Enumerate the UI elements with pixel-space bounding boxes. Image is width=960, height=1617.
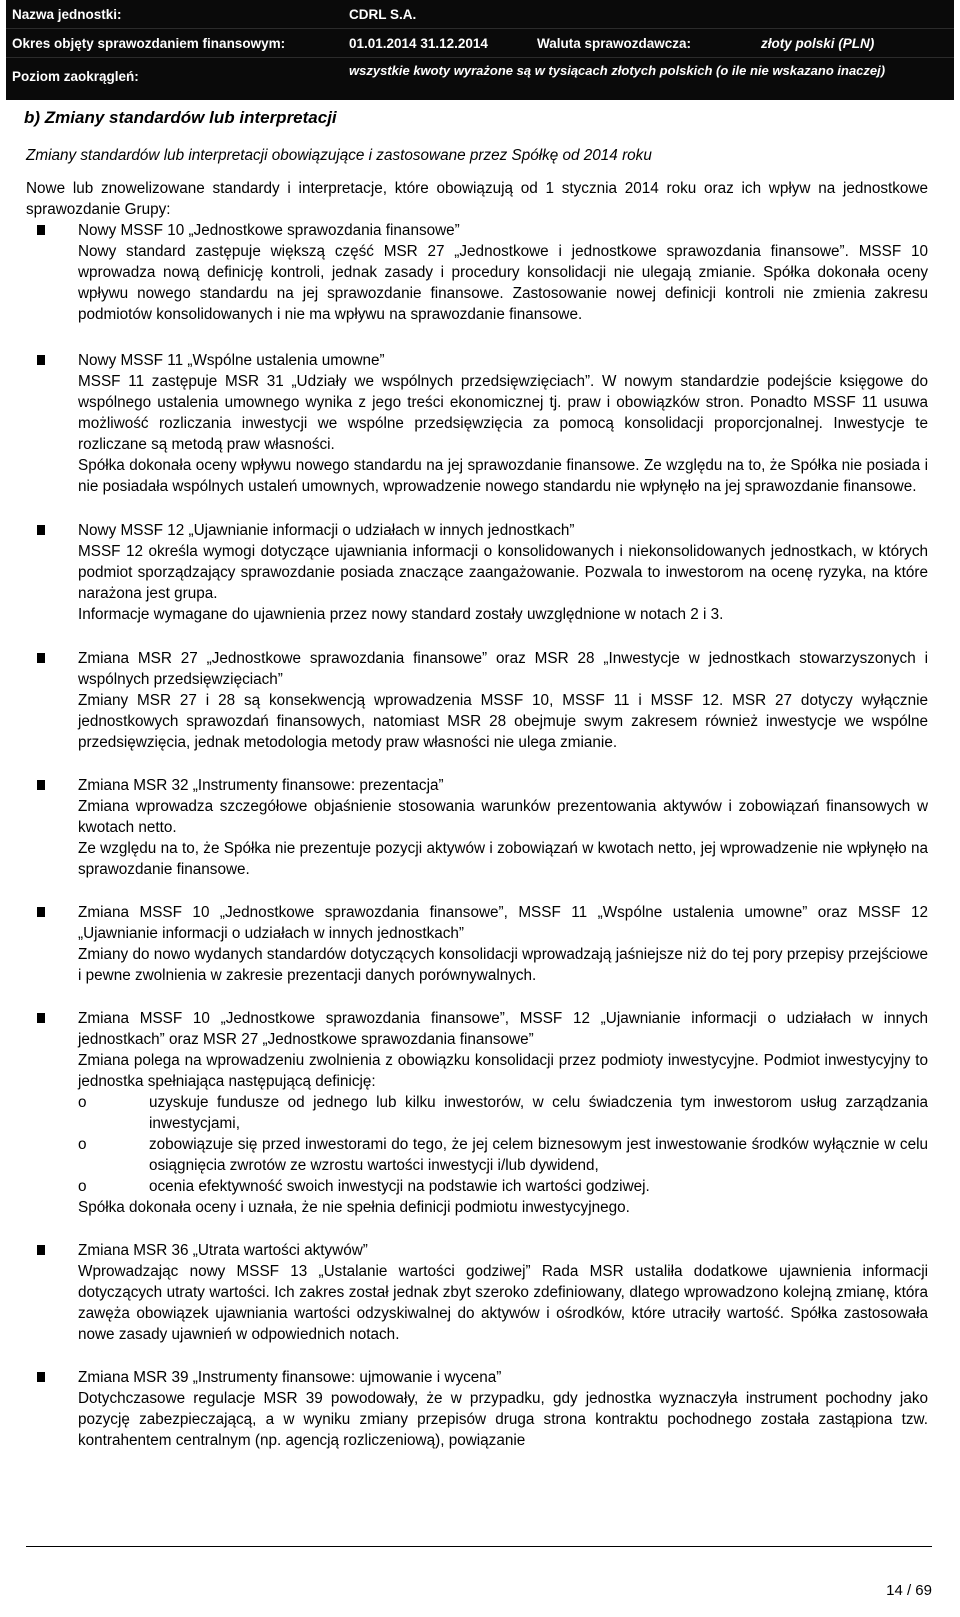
definition-text: ocenia efektywność swoich inwestycji na podstawie ich wartości godziwej. xyxy=(149,1178,650,1195)
list-item xyxy=(26,648,928,753)
square-bullet-icon xyxy=(37,907,45,917)
circle-bullet-icon: o xyxy=(78,1094,87,1111)
definition-item xyxy=(78,1092,928,1134)
list-item xyxy=(26,1240,928,1345)
item-paragraph: Wprowadzając nowy MSSF 13 „Ustalanie wartości godziwej” Rada MSR ustaliła dodatkowe ujawnienia informacji dotyczących utraty wartości. Ich zakres został jednak zbyt szeroko zdefiniowany, dlatego wprowadzono kolejną zmianę, która zawęża obowiązek ujawniania wartości odzyskiwalnej do aktywów i ośrodków, które utraciły wartość. Spółka zastosowała nowe zasady ujawnień w odpowiednich notach. xyxy=(78,1263,928,1343)
item-title: Zmiana MSSF 10 „Jednostkowe sprawozdania finansowe”, MSSF 11 „Wspólne ustalenia umowne” oraz MSSF 12 „Ujawnianie informacji o udziałach w innych jednostkach” xyxy=(78,904,928,942)
square-bullet-icon xyxy=(37,355,45,365)
item-paragraph: Spółka dokonała oceny wpływu nowego standardu na jej sprawozdanie finansowe. Ze względu na to, że Spółka nie posiada i nie posiadała wspólnych ustaleń umownych, wprowadzenie nowego standardu nie wpłynęło na jej sprawozdanie finansowe. xyxy=(78,457,928,495)
document-body xyxy=(26,107,928,1451)
list-item xyxy=(26,350,928,497)
item-paragraph: Ze względu na to, że Spółka nie prezentuje pozycji aktywów i zobowiązań w kwotach netto, jej wprowadzenie nie wpłynęło na sprawozdanie finansowe. xyxy=(78,840,928,878)
footer-divider xyxy=(26,1546,932,1547)
item-paragraph: Zmiana wprowadza szczegółowe objaśnienie stosowania warunków prezentowania aktywów i zobowiązań finansowych w kwotach netto. xyxy=(78,798,928,836)
header-row-entity xyxy=(6,0,954,28)
item-paragraph: Dotychczasowe regulacje MSR 39 powodowały, że w przypadku, gdy jednostka wyznaczyła instrument pochodny jako pozycję zabezpieczającą, a w wyniku zmiany przepisów druga strona kontraktu pochodnego została zastąpiona tzw. kontrahentem centralnym (np. agencją rozliczeniową), powiązanie xyxy=(78,1390,928,1449)
square-bullet-icon xyxy=(37,525,45,535)
entity-value: CDRL S.A. xyxy=(349,6,417,22)
circle-bullet-icon: o xyxy=(78,1136,87,1153)
header-row-rounding xyxy=(6,57,954,100)
page-number: 14 / 69 xyxy=(886,1582,932,1599)
item-paragraph: Informacje wymagane do ujawnienia przez nowy standard zostały uwzględnione w notach 2 i 3. xyxy=(78,606,724,623)
definition-text: uzyskuje fundusze od jednego lub kilku inwestorów, w celu świadczenia tym inwestorom usług zarządzania inwestycjami, xyxy=(149,1094,928,1132)
definition-item xyxy=(78,1134,928,1176)
square-bullet-icon xyxy=(37,1372,45,1382)
list-item xyxy=(26,1367,928,1451)
item-paragraph: Nowy standard zastępuje większą część MSR 27 „Jednostkowe i jednostkowe sprawozdania finansowe”. MSSF 10 wprowadza nową definicję kontroli, jednak zasady i procedury konsolidacji nie ulegają zmianie. Spółka dokonała oceny wpływu nowego standardu na jej sprawozdanie finansowe. Zastosowanie nowej definicji kontroli nie zmienia zakresu podmiotów konsolidowanych i nie ma wpływu na sprawozdanie finansowe. xyxy=(78,243,928,323)
item-title: Nowy MSSF 11 „Wspólne ustalenia umowne” xyxy=(78,352,385,369)
item-paragraph: MSSF 12 określa wymogi dotyczące ujawniania informacji o konsolidowanych i niekonsolidowanych jednostkach, w których podmiot sporządzający sprawozdanie posiada znaczące zaangażowanie. Pozwala to inwestorom na ocenę ryzyka, na które narażona jest grupa. xyxy=(78,543,928,602)
square-bullet-icon xyxy=(37,653,45,663)
item-title: Nowy MSSF 10 „Jednostkowe sprawozdania finansowe” xyxy=(78,222,460,239)
entity-label: Nazwa jednostki: xyxy=(12,6,122,22)
report-header xyxy=(6,0,954,100)
item-paragraph: Zmiany do nowo wydanych standardów dotyczących konsolidacji wprowadzają jaśniejsze niż do tej pory przepisy przejściowe i pewne zwolnienia w zakresie prezentacji danych porównywalnych. xyxy=(78,946,928,984)
subsection-title: Zmiany standardów lub interpretacji obowiązujące i zastosowane przez Spółkę od 2014 roku xyxy=(26,147,652,164)
square-bullet-icon xyxy=(37,225,45,235)
square-bullet-icon xyxy=(37,1013,45,1023)
currency-label: Waluta sprawozdawcza: xyxy=(537,35,692,51)
rounding-value: wszystkie kwoty wyrażone są w tysiącach złotych polskich (o ile nie wskazano inaczej) xyxy=(349,63,886,78)
circle-bullet-icon: o xyxy=(78,1178,87,1195)
list-item xyxy=(26,902,928,986)
square-bullet-icon xyxy=(37,1245,45,1255)
item-paragraph: Zmiana polega na wprowadzeniu zwolnienia z obowiązku konsolidacji przez podmioty inwestycyjne. Podmiot inwestycyjny to jednostka spełniająca następującą definicję: xyxy=(78,1052,928,1090)
definition-list xyxy=(78,1092,928,1197)
square-bullet-icon xyxy=(37,780,45,790)
item-paragraph: Spółka dokonała oceny i uznała, że nie spełnia definicji podmiotu inwestycyjnego. xyxy=(78,1199,630,1216)
definition-item xyxy=(78,1176,928,1197)
item-title: Nowy MSSF 12 „Ujawnianie informacji o udziałach w innych jednostkach” xyxy=(78,522,575,539)
item-title: Zmiana MSSF 10 „Jednostkowe sprawozdania finansowe”, MSSF 12 „Ujawnianie informacji o udziałach w innych jednostkach” oraz MSR 27 „Jednostkowe sprawozdania finansowe” xyxy=(78,1010,928,1048)
standards-list xyxy=(26,220,928,1451)
definition-text: zobowiązuje się przed inwestorami do tego, że jej celem biznesowym jest inwestowanie środków wyłącznie w celu osiągnięcia zwrotów ze wzrostu wartości inwestycji i/lub dywidend, xyxy=(149,1136,928,1174)
item-title: Zmiana MSR 39 „Instrumenty finansowe: ujmowanie i wycena” xyxy=(78,1369,502,1386)
item-title: Zmiana MSR 27 „Jednostkowe sprawozdania finansowe” oraz MSR 28 „Inwestycje w jednostkach stowarzyszonych i wspólnych przedsięwzięciach” xyxy=(78,650,928,688)
list-item xyxy=(26,520,928,625)
rounding-label: Poziom zaokrągleń: xyxy=(12,69,139,84)
currency-value: złoty polski (PLN) xyxy=(761,35,875,51)
item-paragraph: Zmiany MSR 27 i 28 są konsekwencją wprowadzenia MSSF 10, MSSF 11 i MSSF 12. MSR 27 dotyczy wyłącznie jednostkowych sprawozdań finansowych, natomiast MSR 28 obejmuje swym zakresem również inwestycje we wspólne przedsięwzięcia, jednak metodologia metody praw własności nie ulega zmianie. xyxy=(78,692,928,751)
item-paragraph: MSSF 11 zastępuje MSR 31 „Udziały we wspólnych przedsięwzięciach”. W nowym standardzie podejście księgowe do wspólnego ustalenia umownego wynika z jego treści ekonomicznej tj. praw i obowiązków stron. Ponadto MSSF 11 usuwa możliwość rozliczania inwestycji we wspólne przedsięwzięcia za pomocą konsolidacji proporcjonalnej. Inwestycje te rozliczane są metodą praw własności. xyxy=(78,373,928,453)
item-title: Zmiana MSR 32 „Instrumenty finansowe: prezentacja” xyxy=(78,777,444,794)
period-value: 01.01.2014 31.12.2014 xyxy=(349,35,488,51)
header-row-period xyxy=(6,28,954,57)
item-title: Zmiana MSR 36 „Utrata wartości aktywów” xyxy=(78,1242,368,1259)
list-item xyxy=(26,220,928,325)
section-title: b) Zmiany standardów lub interpretacji xyxy=(24,108,337,127)
intro-paragraph: Nowe lub znowelizowane standardy i interpretacje, które obowiązują od 1 stycznia 2014 roku oraz ich wpływ na jednostkowe sprawozdanie Grupy: xyxy=(26,180,928,218)
list-item xyxy=(26,775,928,880)
list-item xyxy=(26,1008,928,1218)
period-label: Okres objęty sprawozdaniem finansowym: xyxy=(12,35,286,51)
